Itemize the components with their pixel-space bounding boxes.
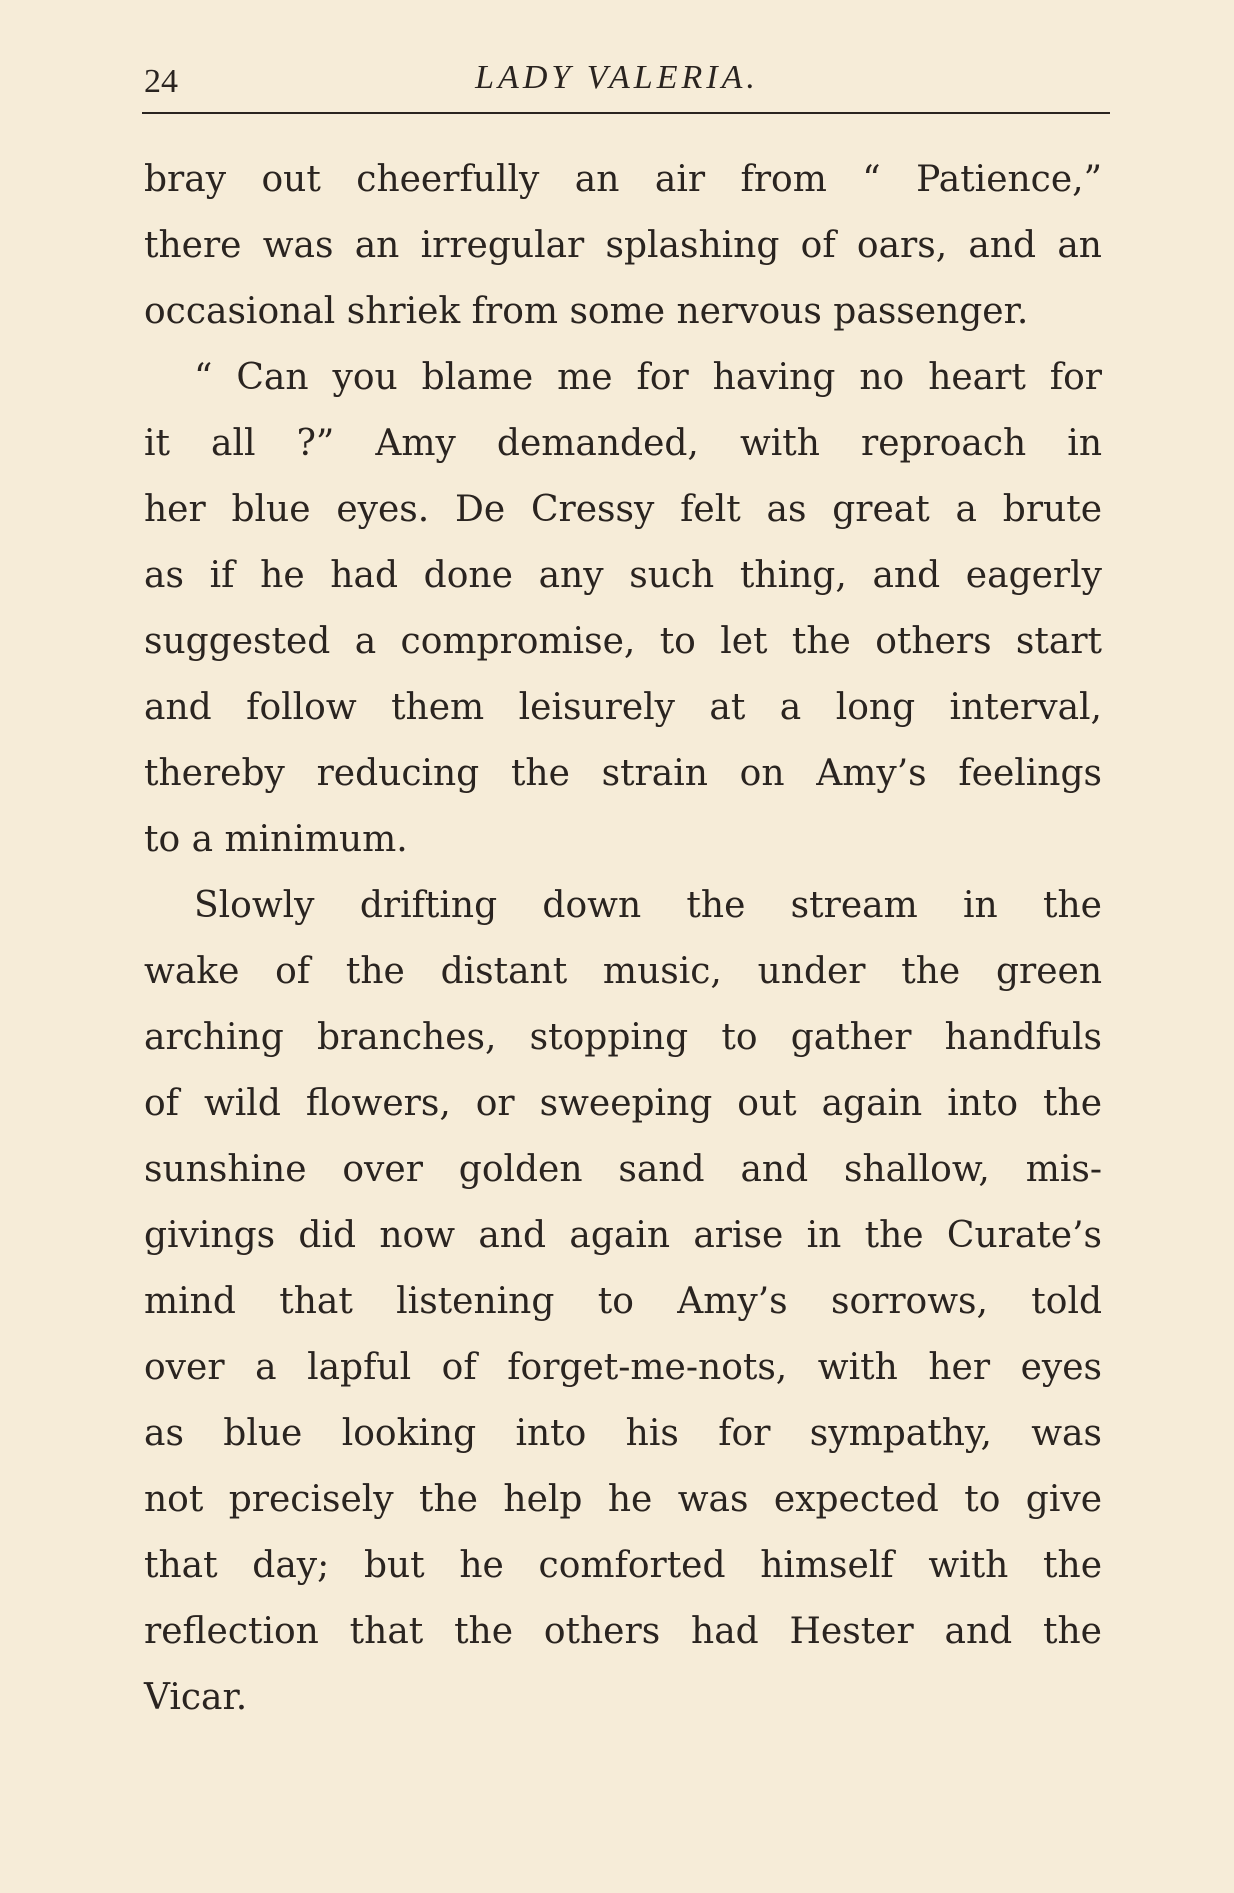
text-line: occasional shriek from some nervous passenger. xyxy=(144,291,1029,332)
page-number: 24 xyxy=(144,63,178,100)
text-line: her blue eyes. De Cressy felt as great a brute xyxy=(144,489,1102,530)
text-line: as if he had done any such thing, and eagerly xyxy=(144,555,1102,596)
text-line: suggested a compromise, to let the others start xyxy=(144,621,1102,662)
text-line: sunshine over golden sand and shallow, mis- xyxy=(144,1149,1102,1190)
text-line: to a minimum. xyxy=(144,819,408,860)
text-line: over a lapful of forget-me-nots, with her eyes xyxy=(144,1347,1102,1388)
text-line: Vicar. xyxy=(144,1677,248,1718)
body-text xyxy=(144,147,1102,1731)
text-line: that day; but he comforted himself with the xyxy=(144,1545,1102,1586)
text-line: “ Can you blame me for having no heart for xyxy=(194,357,1102,398)
text-line: arching branches, stopping to gather handfuls xyxy=(144,1017,1102,1058)
text-line: reflection that the others had Hester and the xyxy=(144,1611,1102,1652)
text-line: as blue looking into his for sympathy, was xyxy=(144,1413,1102,1454)
text-line: Slowly drifting down the stream in the xyxy=(194,885,1102,926)
text-line: mind that listening to Amy’s sorrows, told xyxy=(144,1281,1102,1322)
text-line: of wild flowers, or sweeping out again into the xyxy=(144,1083,1102,1124)
text-line: givings did now and again arise in the Curate’s xyxy=(144,1215,1102,1256)
text-line: it all ?” Amy demanded, with reproach in xyxy=(144,423,1102,464)
header-rule xyxy=(142,112,1110,114)
text-line: thereby reducing the strain on Amy’s feelings xyxy=(144,753,1102,794)
text-line: not precisely the help he was expected to give xyxy=(144,1479,1102,1520)
text-line: there was an irregular splashing of oars, and an xyxy=(144,225,1102,266)
text-line: and follow them leisurely at a long interval, xyxy=(144,687,1102,728)
running-head-title: LADY VALERIA. xyxy=(475,59,759,96)
text-line: bray out cheerfully an air from “ Patience,” xyxy=(144,159,1102,200)
text-line: wake of the distant music, under the green xyxy=(144,951,1102,992)
